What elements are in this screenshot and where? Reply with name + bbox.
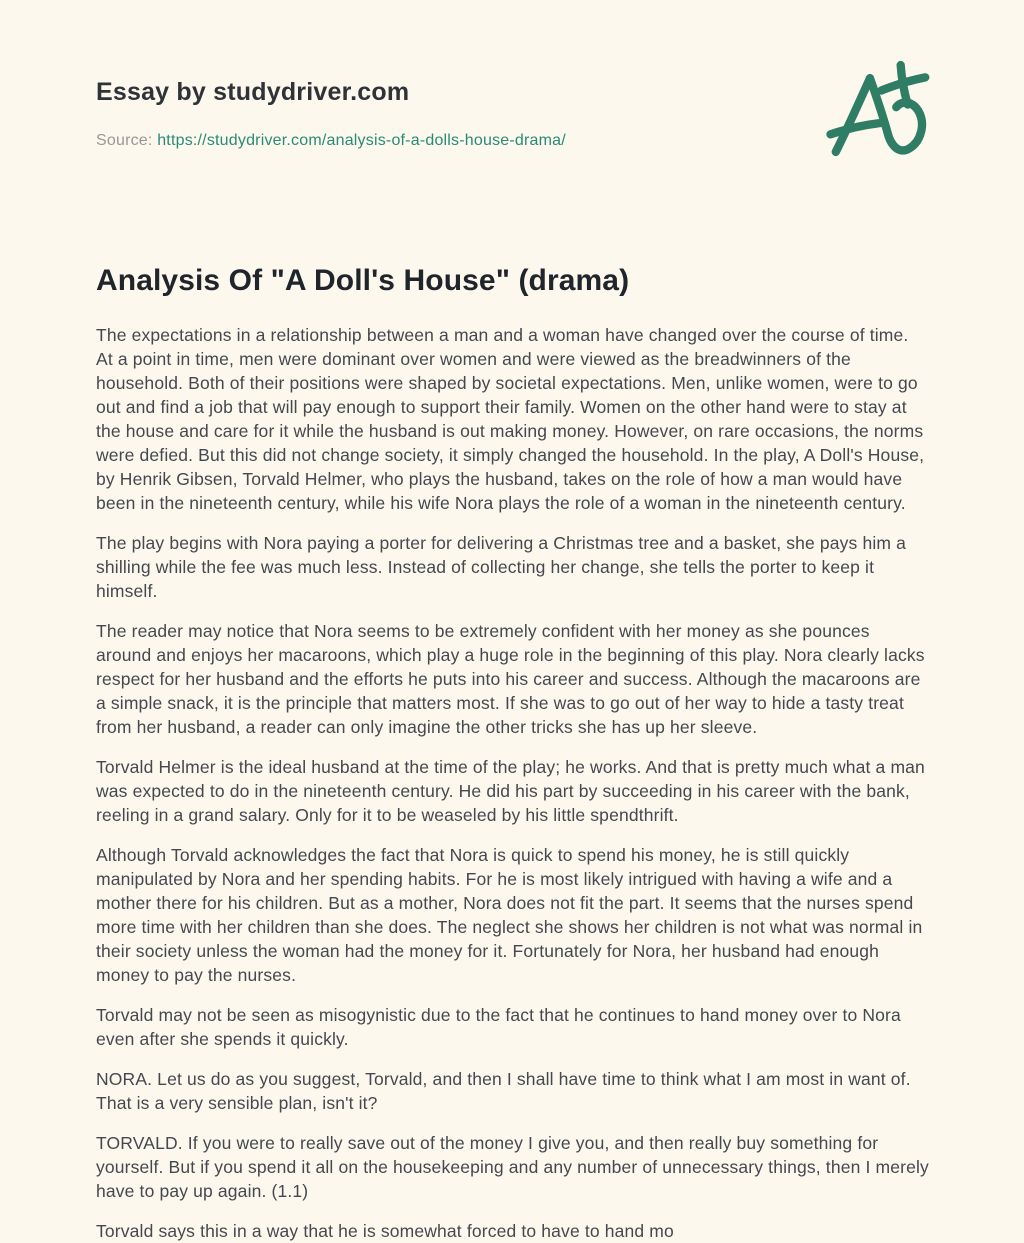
source-url-link[interactable]: https://studydriver.com/analysis-of-a-dolls-house-drama/ <box>157 132 566 149</box>
essay-body <box>96 323 929 1243</box>
source-line <box>96 132 928 150</box>
essay-paragraph: Although Torvald acknowledges the fact that Nora is quick to spend his money, he is still quickly manipulated by Nora and her spending habits. For he is most likely intrigued with having a wife and a mother there for his children. But as a mother, Nora does not fit the part. It seems that the nurses spend more time with her children than she does. The neglect she shows her children is not what was normal in their society unless the woman had the money for it. Fortunately for Nora, her husband had enough money to pay the nurses. <box>96 845 923 985</box>
essay-paragraph: The reader may notice that Nora seems to be extremely confident with her money as she pounces around and enjoys her macaroons, which play a huge role in the beginning of this play. Nora clearly lacks respect for her husband and the efforts he puts into his career and success. Although the macaroons are a simple snack, it is the principle that matters most. If she was to go out of her way to hide a tasty treat from her husband, a reader can only imagine the other tricks she has up her sleeve. <box>96 621 925 737</box>
essay-paragraph: Torvald Helmer is the ideal husband at the time of the play; he works. And that is pretty much what a man was expected to do in the nineteenth century. He did his part by succeeding in his career with the bank, reeling in a grand salary. Only for it to be weaseled by his little spendthrift. <box>96 757 925 825</box>
essay-paragraph: Torvald may not be seen as misogynistic due to the fact that he continues to hand money over to Nora even after she spends it quickly. <box>96 1005 901 1049</box>
source-label: Source: <box>96 132 153 149</box>
essay-paragraph: The expectations in a relationship between a man and a woman have changed over the course of time. At a point in time, men were dominant over women and were viewed as the breadwinners of the household. Both of their positions were shaped by societal expectations. Men, unlike women, were to go out and find a job that will pay enough to support their family. Women on the other hand were to stay at the house and care for it while the husband is out making money. However, on rare occasions, the norms were defied. But this did not change society, it simply changed the household. In the play, A Doll's House, by Henrik Gibsen, Torvald Helmer, who plays the husband, takes on the role of how a man would have been in the nineteenth century, while his wife Nora plays the role of a woman in the nineteenth century. <box>96 325 925 513</box>
essay-title: Analysis Of "A Doll's House" (drama) <box>96 264 630 297</box>
essay-paragraph: TORVALD. If you were to really save out of the money I give you, and then really buy something for yourself. But if you spend it all on the housekeeping and any number of unnecessary things, then I merely have to pay up again. (1.1) <box>96 1133 929 1201</box>
essay-paragraph: The play begins with Nora paying a porter for delivering a Christmas tree and a basket, she pays him a shilling while the fee was much less. Instead of collecting her change, she tells the porter to keep it himself. <box>96 533 907 601</box>
essay-paragraph: Torvald says this in a way that he is somewhat forced to have to hand mo <box>96 1221 674 1241</box>
a-plus-logo-icon <box>820 56 934 168</box>
essay-paragraph: NORA. Let us do as you suggest, Torvald, and then I shall have time to think what I am most in want of. That is a very sensible plan, isn't it? <box>96 1069 911 1113</box>
byline-heading: Essay by studydriver.com <box>96 78 410 106</box>
